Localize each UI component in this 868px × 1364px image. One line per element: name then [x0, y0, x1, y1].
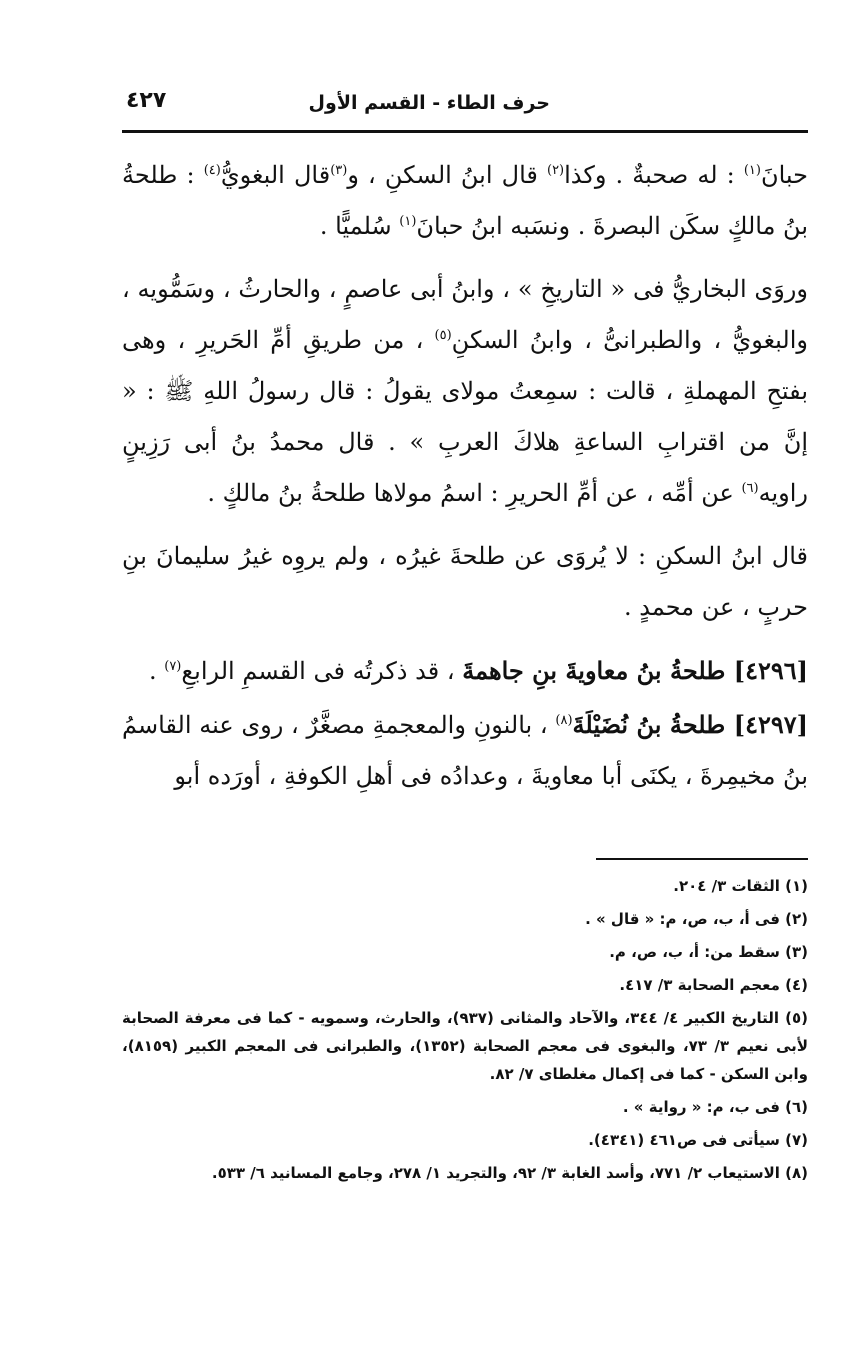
footnote-ref: (٢): [546, 163, 565, 178]
text-run: : له صحبةٌ . وكذا: [564, 161, 744, 189]
footnote-ref: (١): [399, 214, 417, 229]
paragraph-2: [122, 264, 808, 519]
footnote-ref: (١): [743, 163, 761, 178]
footnote-ref: (٧): [164, 659, 182, 674]
text-run: .: [148, 657, 165, 685]
text-run: ، بالنونِ والمعجمةِ مصغَّرٌ ، روى عنه القاسمُ بنُ مخيمِرةَ ، يكنَى أبا معاويةَ ، وعدادُه فى أهلِ الكوفةِ ، أورَده أبو: [122, 711, 808, 790]
paragraph-3: [122, 531, 808, 633]
entry-heading: [٤٢٩٧] طلحةُ بنُ نُضَيْلَةَ: [572, 710, 808, 739]
text-run: وروَى البخاريُّ فى « التاريخِ » ، وابنُ أبى عاصمٍ ، والحارثُ ، وسَمُّويه ، والبغويُّ ، والطبرانىُّ ، وابنُ السكنِ: [122, 275, 808, 354]
text-run: حبانَ: [760, 161, 808, 189]
footnote-2: (٢) فى أ، ب، ص، م: « قال » .: [585, 910, 808, 928]
entry-4296: [122, 645, 808, 697]
text-run: قال البغويُّ: [220, 161, 331, 189]
footnote-4: (٤) معجم الصحابة ٣/ ٤١٧.: [619, 976, 808, 994]
text-run: عن أمِّه ، عن أمِّ الحريرِ : اسمُ مولاها طلحةُ بنُ مالكٍ .: [207, 479, 742, 507]
paragraph-1: [122, 150, 808, 252]
main-text: [122, 150, 808, 814]
text-run: قال ابنُ السكنِ : لا يُروَى عن طلحةَ غيرُه ، ولم يروِه غيرُ سليمانَ بنِ حربٍ ، عن محمدٍ .: [122, 542, 808, 621]
footnote-ref: (٣): [330, 163, 348, 178]
running-title: حرف الطاء - القسم الأول: [308, 92, 550, 114]
footnote-ref: (٦): [741, 481, 759, 496]
header-rule: [122, 130, 808, 133]
footnote-6: (٦) فى ب، م: « رواية » .: [622, 1098, 808, 1116]
entry-heading: [٤٢٩٦] طلحةُ بنُ معاويةَ بنِ جاهمةَ: [462, 656, 808, 685]
entry-4297: [122, 699, 808, 802]
page-number: ٤٢٧: [126, 88, 167, 113]
text-run: قال ابنُ السكنِ ، و: [347, 161, 547, 189]
footnote-3: (٣) سقط من: أ، ب، ص، م.: [609, 943, 808, 961]
footnote-8: (٨) الاستيعاب ٢/ ٧٧١، وأسد الغابة ٣/ ٩٢، والتجريد ١/ ٢٧٨، وجامع المسانيد ٦/ ٥٣٣.: [211, 1164, 808, 1182]
footnote-separator: [596, 858, 808, 860]
text-run: ، قد ذكرتُه فى القسمِ الرابعِ: [181, 657, 463, 685]
footnotes: [122, 872, 808, 1192]
footnote-ref: (٨): [555, 713, 573, 728]
text-run: سُلميًّا .: [319, 212, 400, 240]
footnote-ref: (٤): [203, 163, 221, 178]
page-header: [122, 88, 808, 128]
footnote-1: (١) الثقات ٣/ ٢٠٤.: [673, 877, 808, 895]
footnote-7: (٧) سيأتى فى ص٤٦١ (٤٣٤١).: [588, 1131, 808, 1149]
text-run: : طلحةُ بنُ مالكٍ سكَن البصرةَ . ونسَبه ابنُ حبانَ: [122, 161, 808, 240]
text-run: ، من طريقِ أمِّ الحَريرِ ، وهى بفتحِ المهملةِ ، قالت : سمِعتُ مولاى يقولُ : قال رسولُ اللهِ ﷺ : « إنَّ من اقترابِ الساعةِ هلاكَ العربِ » . قال محمدُ بنُ أبى رَزِينٍ راويه: [122, 326, 808, 507]
footnote-ref: (٥): [434, 328, 452, 343]
footnote-5: (٥) التاريخ الكبير ٤/ ٣٤٤، والآحاد والمثانى (٩٣٧)، والحارث، وسمويه - كما فى معرفة الصحابة لأبى نعيم ٣/ ٧٣، والبغوى فى معجم الصحابة (١٣٥٢)، والطبرانى فى المعجم الكبير (٨١٥٩)، وابن السكن - كما فى إكمال مغلطاى ٧/ ٨٢.: [122, 1009, 808, 1083]
